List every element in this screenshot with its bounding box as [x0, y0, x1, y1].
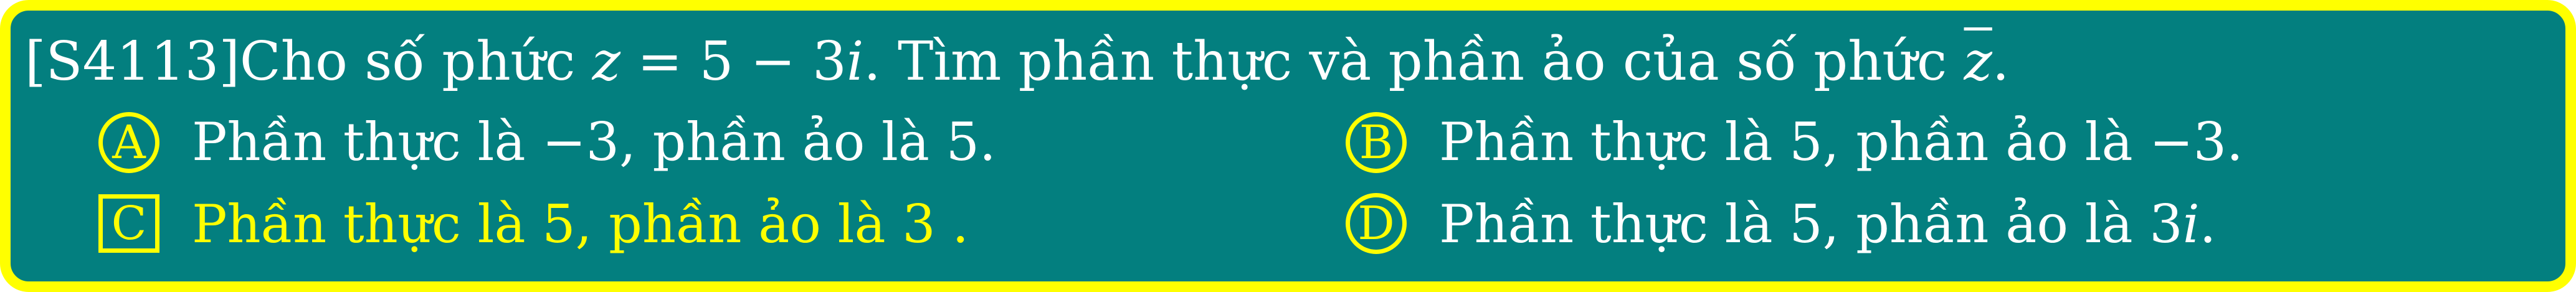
option-c-text[interactable]: Phần thực là 5, phần ảo là 3 . — [192, 194, 969, 255]
question-stem-after: . Tìm phần thực và phần ảo của số phức — [863, 31, 1964, 93]
option-b-text[interactable]: Phần thực là 5, phần ảo là −3. — [1439, 111, 2243, 172]
variable-z: z — [592, 31, 620, 93]
option-d-end: . — [2199, 194, 2217, 255]
option-b-label[interactable]: B — [1346, 112, 1407, 173]
question-stem-before: Cho số phức — [239, 31, 592, 93]
question-text — [25, 31, 2010, 93]
question-end: . — [1992, 31, 2010, 93]
question-id: [S4113] — [25, 31, 240, 93]
option-c-label[interactable]: C — [98, 194, 159, 253]
conjugate-z: $\overline{z}$ — [1964, 31, 1992, 93]
option-a-text[interactable]: Phần thực là −3, phần ảo là 5. — [192, 111, 996, 172]
equation: = 5 − 3 — [620, 31, 847, 93]
option-d-imaginary-unit: i — [2182, 194, 2200, 255]
option-d-label[interactable]: D — [1346, 193, 1407, 254]
option-a-label[interactable]: A — [98, 112, 159, 173]
imaginary-unit: i — [846, 31, 864, 93]
option-d-text[interactable] — [1439, 194, 2217, 255]
option-d-text-before: Phần thực là 5, phần ảo là 3 — [1439, 194, 2183, 255]
